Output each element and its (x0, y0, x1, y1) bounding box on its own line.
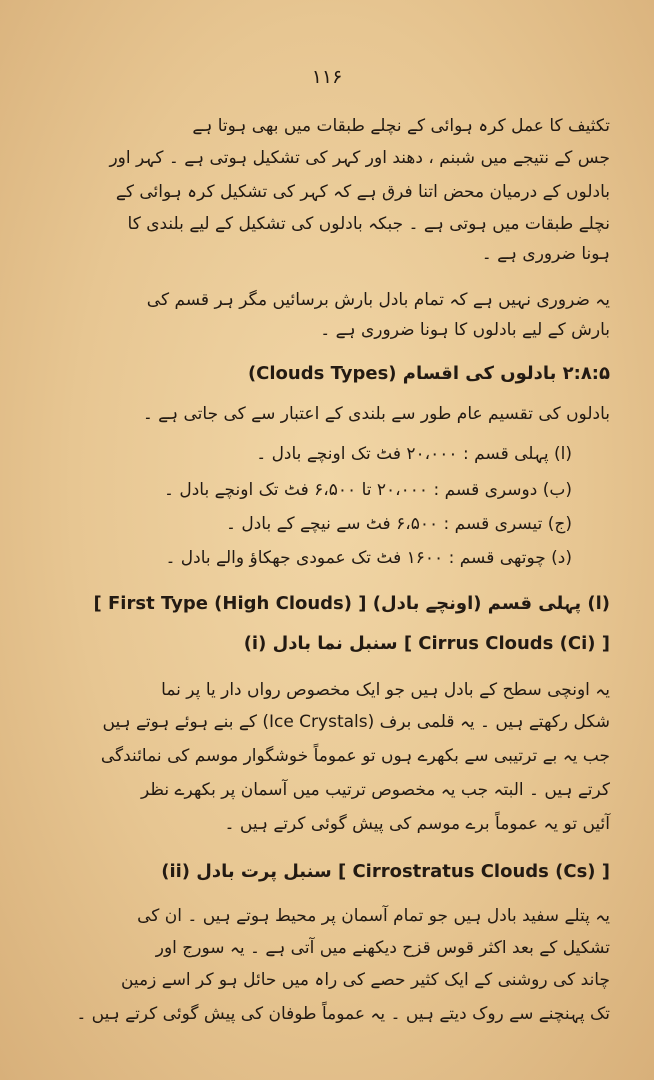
paragraph-line: تشکیل کے بعد اکثر قوس قزح دیکھنے میں آتی ہے ۔ یہ سورج اور (155, 938, 610, 958)
paragraph-line: بادلوں کے درمیان محض اتنا فرق ہے کہ کہر کی تشکیل کرہ ہوائی کے (115, 182, 610, 202)
subsection-heading: (i) سنبل نما بادل [ Cirrus Clouds (Ci) ] (243, 633, 610, 654)
list-item: (ا) پہلی قسم : ۲۰،۰۰۰ فٹ تک اونچے بادل ۔ (256, 444, 572, 464)
paragraph-line: کرتے ہیں ۔ البتہ جب یہ مخصوص ترتیب میں آسمان پر بکھرے نظر (141, 780, 610, 800)
paragraph-line: جس کے نتیجے میں شبنم ، دھند اور کہر کی تشکیل ہوتی ہے ۔ کہر اور (109, 148, 610, 168)
paragraph-line: تکثیف کا عمل کرہ ہوائی کے نچلے طبقات میں بھی ہوتا ہے (192, 116, 610, 136)
paragraph-line: جب یہ بے ترتیبی سے بکھرے ہوں تو عموماً خوشگوار موسم کی نمائندگی (100, 746, 610, 766)
page-number: ۱۱۶ (311, 66, 343, 88)
paragraph-line: یہ پتلے سفید بادل ہیں جو تمام آسمان پر محیط ہوتے ہیں ۔ ان کی (137, 906, 610, 926)
subsection-heading: (ا) پہلی قسم (اونچے بادل) [ First Type (High Clouds) ] (93, 593, 610, 614)
section-heading: ۲:۸:۵ بادلوں کی اقسام (Clouds Types) (247, 363, 610, 384)
subsection-heading: (ii) سنبل پرت بادل [ Cirrostratus Clouds (Cs) ] (161, 861, 610, 882)
paragraph-line: شکل رکھتے ہیں ۔ یہ قلمی برف (Ice Crystals) کے بنے ہوئے ہوتے ہیں (102, 712, 610, 732)
paragraph-line: تک پہنچنے سے روک دیتے ہیں ۔ یہ عموماً طوفان کی پیش گوئی کرتے ہیں ۔ (76, 1004, 610, 1024)
section-intro: بادلوں کی تقسیم عام طور سے بلندی کے اعتبار سے کی جاتی ہے ۔ (142, 404, 610, 424)
paragraph-line: نچلے طبقات میں ہوتی ہے ۔ جبکہ بادلوں کی تشکیل کے لیے بلندی کا (127, 214, 610, 234)
list-item: (د) چوتھی قسم : ۱۶۰۰ فٹ تک عمودی جھکاؤ والے بادل ۔ (165, 548, 572, 568)
paragraph-line: یہ اونچی سطح کے بادل ہیں جو ایک مخصوص رواں دار یا پر نما (161, 680, 610, 700)
list-item: (ج) تیسری قسم : ۶،۵۰۰ فٹ سے نیچے کے بادل ۔ (225, 514, 572, 534)
paragraph-line: یہ ضروری نہیں ہے کہ تمام بادل بارش برسائیں مگر ہر قسم کی (146, 290, 610, 310)
list-item: (ب) دوسری قسم : ۲۰،۰۰۰ تا ۶،۵۰۰ فٹ تک اونچے بادل ۔ (163, 480, 572, 500)
paragraph-line: آئیں تو یہ عموماً برے موسم کی پیش گوئی کرتے ہیں ۔ (224, 814, 610, 834)
paragraph-line: بارش کے لیے بادلوں کا ہونا ضروری ہے ۔ (320, 320, 610, 340)
paragraph-line: چاند کی روشنی کے ایک کثیر حصے کی راہ میں حائل ہو کر اسے زمین (120, 970, 610, 990)
paragraph-line: ہونا ضروری ہے ۔ (481, 244, 610, 264)
